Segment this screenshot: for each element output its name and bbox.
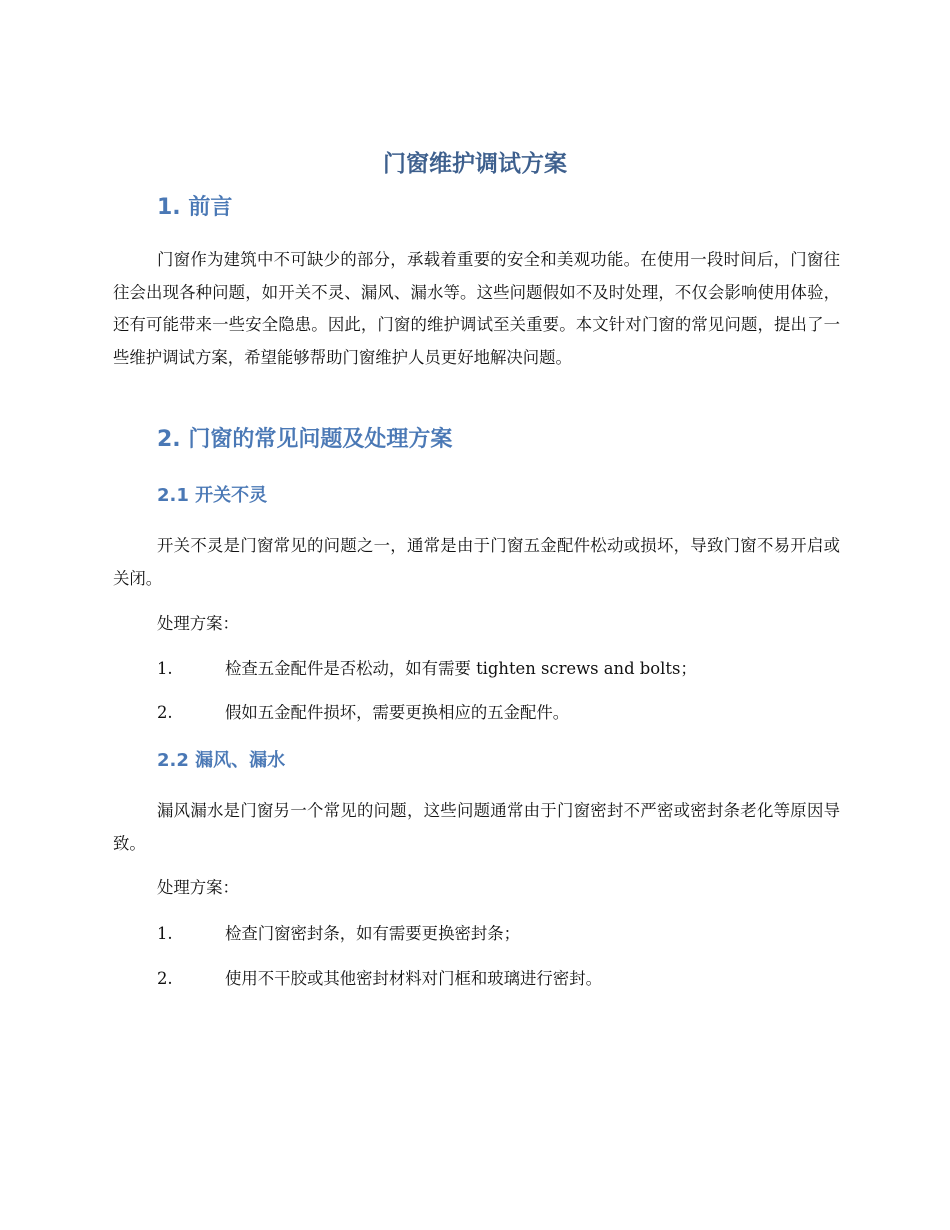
list-item-number: 2. bbox=[157, 703, 173, 722]
section-1-heading: 1. 前言 bbox=[157, 195, 233, 220]
list-item-text: 检查门窗密封条，如有需要更换密封条； bbox=[225, 924, 521, 943]
list-item-number: 1. bbox=[157, 659, 173, 678]
section-2-1-paragraph: 开关不灵是门窗常见的问题之一，通常是由于门窗五金配件松动或损坏，导致门窗不易开启或关闭。 bbox=[113, 536, 840, 588]
list-item bbox=[157, 699, 847, 727]
section-2-2-heading: 2.2 漏风、漏水 bbox=[157, 750, 286, 771]
section-2-2-solution-label: 处理方案： bbox=[157, 878, 239, 897]
section-2-heading: 2. 门窗的常见问题及处理方案 bbox=[157, 427, 453, 452]
section-2-2-paragraph: 漏风漏水是门窗另一个常见的问题，这些问题通常由于门窗密封不严密或密封条老化等原因导致。 bbox=[113, 801, 840, 853]
list-item-number: 2. bbox=[157, 969, 173, 988]
list-item bbox=[157, 655, 847, 683]
section-1-paragraph: 门窗作为建筑中不可缺少的部分，承载着重要的安全和美观功能。在使用一段时间后，门窗往往会出现各种问题，如开关不灵、漏风、漏水等。这些问题假如不及时处理，不仅会影响使用体验，还有可能带来一些安全隐患。因此，门窗的维护调试至关重要。本文针对门窗的常见问题，提出了一些维护调试方案，希望能够帮助门窗维护人员更好地解决问题。 bbox=[113, 250, 840, 367]
document-title: 门窗维护调试方案 bbox=[383, 151, 567, 177]
section-2-1-heading: 2.1 开关不灵 bbox=[157, 485, 268, 506]
list-item-text: 假如五金配件损坏，需要更换相应的五金配件。 bbox=[225, 703, 570, 722]
list-item-text: 使用不干胶或其他密封材料对门框和玻璃进行密封。 bbox=[225, 969, 602, 988]
list-item-text: 检查五金配件是否松动，如有需要 tighten screws and bolts； bbox=[225, 659, 697, 678]
section-2-1-solution-label: 处理方案： bbox=[157, 614, 239, 633]
list-item-number: 1. bbox=[157, 924, 173, 943]
list-item bbox=[157, 965, 847, 993]
list-item bbox=[157, 920, 847, 948]
